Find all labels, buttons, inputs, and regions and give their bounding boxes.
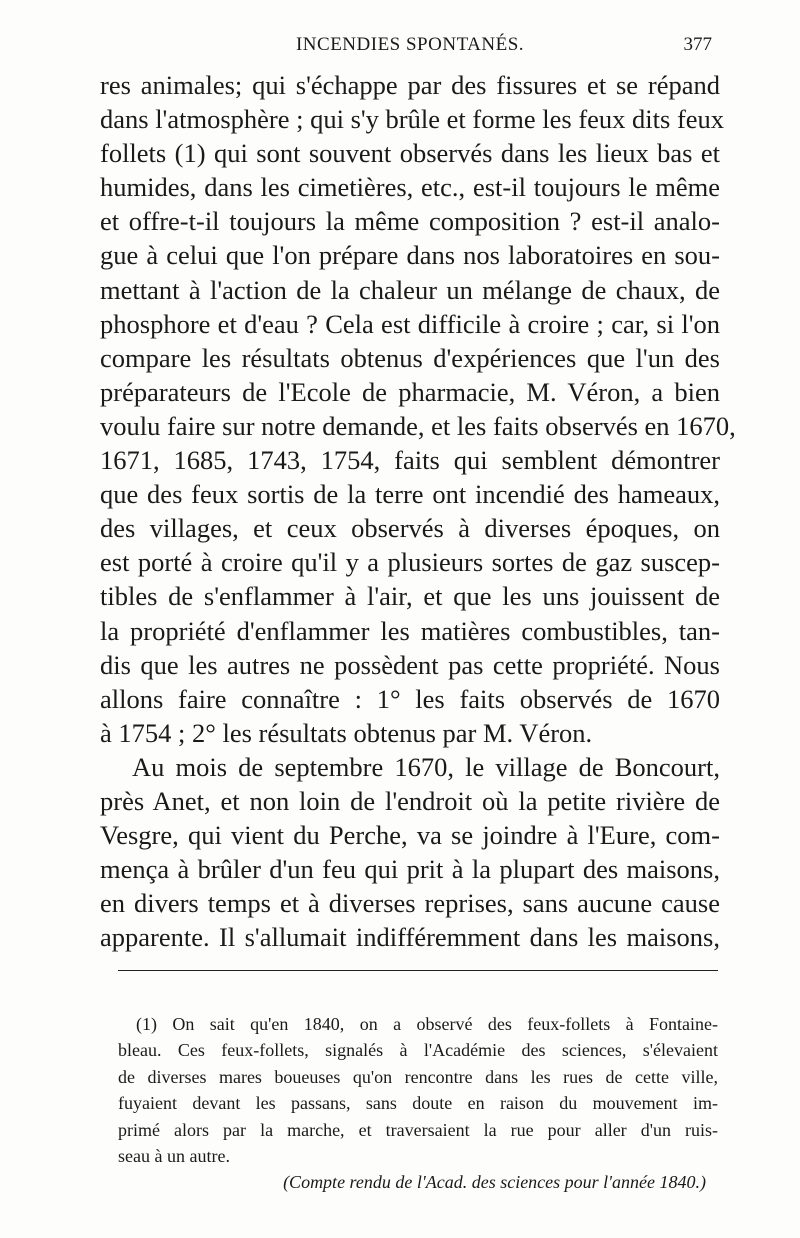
footnote-line: bleau. Ces feux-follets, signalés à l'Académie des sciences, s'élevaient xyxy=(118,1040,718,1061)
text-line: tibles de s'enflammer à l'air, et que les uns jouissent de xyxy=(100,581,720,612)
page-header xyxy=(108,34,712,64)
text-line: que des feux sortis de la terre ont incendié des hameaux, xyxy=(100,479,720,510)
text-line: phosphore et d'eau ? Cela est difficile à croire ; car, si l'on xyxy=(100,308,720,339)
footnote-line: seau à un autre. xyxy=(118,1145,230,1166)
text-line: préparateurs de l'Ecole de pharmacie, M. Véron, a bien xyxy=(100,376,720,407)
text-line: et offre-t-il toujours la même composition ? est-il analo- xyxy=(100,206,720,237)
text-line: apparente. Il s'allumait indifféremment dans les maisons, xyxy=(100,922,720,953)
text-line: allons faire connaître : 1° les faits observés de 1670 xyxy=(100,683,720,714)
text-line: est porté à croire qu'il y a plusieurs sortes de gaz suscep- xyxy=(100,547,720,578)
body-text xyxy=(100,68,736,954)
text-line: follets (1) qui sont souvent observés dans les lieux bas et xyxy=(100,138,720,169)
text-line: près Anet, et non loin de l'endroit où la petite rivière de xyxy=(100,785,720,816)
text-line: res animales; qui s'échappe par des fissures et se répand xyxy=(100,70,720,100)
text-line: gue à celui que l'on prépare dans nos laboratoires en sou- xyxy=(100,240,720,271)
text-line: Vesgre, qui vient du Perche, va se joindre à l'Eure, com- xyxy=(100,820,720,851)
text-line: voulu faire sur notre demande, et les faits observés en 1670, xyxy=(100,410,736,441)
text-line: mença à brûler d'un feu qui prit à la plupart des maisons, xyxy=(100,854,720,885)
footnote-citation: (Compte rendu de l'Acad. des sciences pour l'année 1840.) xyxy=(283,1172,706,1193)
text-line: compare les résultats obtenus d'expériences que l'un des xyxy=(100,342,720,373)
text-line: la propriété d'enflammer les matières combustibles, tan- xyxy=(100,615,720,646)
text-line: dans l'atmosphère ; qui s'y brûle et forme les feux dits feux xyxy=(100,104,725,135)
running-title: INCENDIES SPONTANÉS. xyxy=(295,34,525,55)
text-line: mettant à l'action de la chaleur un mélange de chaux, de xyxy=(100,274,720,305)
text-line: en divers temps et à diverses reprises, sans aucune cause xyxy=(100,888,720,919)
footnote xyxy=(118,1011,718,1195)
footnote-line: primé alors par la marche, et traversaient la rue pour aller d'un ruis- xyxy=(118,1119,718,1140)
footnote-line: de diverses mares boueuses qu'on rencontre dans les rues de cette ville, xyxy=(118,1066,718,1087)
footnote-line: (1) On sait qu'en 1840, on a observé des feux-follets à Fontaine- xyxy=(136,1014,718,1034)
paragraph-start-line: Au mois de septembre 1670, le village de Boncourt, xyxy=(132,751,720,782)
footnote-line: fuyaient devant les passans, sans doute en raison du mouvement im- xyxy=(118,1093,718,1114)
text-line: à 1754 ; 2° les résultats obtenus par M. Véron. xyxy=(100,717,593,748)
text-line: humides, dans les cimetières, etc., est-il toujours le même xyxy=(100,172,720,203)
text-line: dis que les autres ne possèdent pas cette propriété. Nous xyxy=(100,649,720,680)
page-number: 377 xyxy=(683,34,712,55)
text-line: 1671, 1685, 1743, 1754, faits qui semblent démontrer xyxy=(100,445,720,476)
text-line: des villages, et ceux observés à diverses époques, on xyxy=(100,513,720,544)
footnote-separator xyxy=(118,970,718,971)
